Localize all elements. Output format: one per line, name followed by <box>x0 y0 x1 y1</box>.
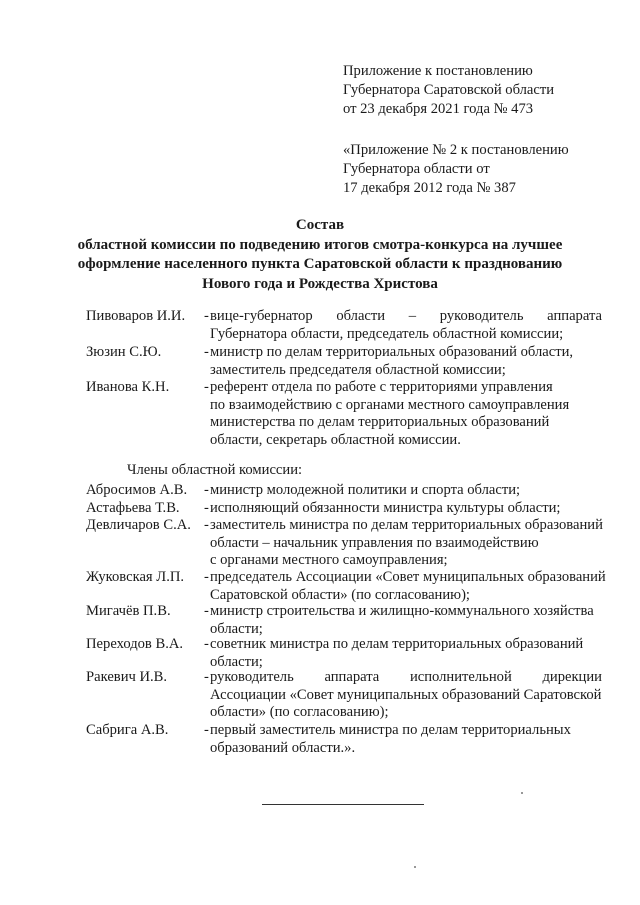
entry-dash: - <box>204 500 209 516</box>
description-line: Саратовской области» (по согласованию); <box>210 586 470 603</box>
entry-dash: - <box>204 569 209 585</box>
position-description <box>210 722 602 757</box>
closing-rule <box>262 804 424 805</box>
person-name: Жуковская Л.П. <box>86 569 185 585</box>
description-line: по взаимодействию с органами местного самоуправления <box>210 396 570 413</box>
entry-dash: - <box>204 669 209 685</box>
description-line: области; <box>210 620 263 637</box>
description-line: Ассоциации «Совет муниципальных образований Саратовской <box>210 686 602 703</box>
person-name: Мигачёв П.В. <box>86 603 171 619</box>
previous-appendix-line: 17 декабря 2012 года № 387 <box>343 180 516 196</box>
description-line: с органами местного самоуправления; <box>210 552 448 568</box>
person-name: Зюзин С.Ю. <box>86 344 162 360</box>
person-name: Иванова К.Н. <box>86 379 170 395</box>
description-line: области, секретарь областной комиссии. <box>210 431 461 448</box>
description-line: министерства по делам территориальных образований <box>210 414 550 430</box>
description-line: исполняющий обязанности министра культуры области; <box>210 500 561 516</box>
entry-dash: - <box>204 344 209 360</box>
description-line: министр молодежной политики и спорта области; <box>210 482 521 498</box>
position-description <box>210 344 602 379</box>
person-name: Абросимов А.В. <box>86 482 188 498</box>
position-description <box>210 308 602 343</box>
entry-dash: - <box>204 517 209 533</box>
description-line: министр строительства и жилищно-коммунального хозяйства <box>210 603 594 619</box>
entry-dash: - <box>204 308 209 324</box>
previous-appendix-line: Губернатора области от <box>343 161 490 177</box>
person-name: Пивоваров И.И. <box>86 308 186 324</box>
description-line: области; <box>210 653 263 670</box>
person-name: Ракевич И.В. <box>86 669 168 685</box>
title-line: областной комиссии по подведению итогов смотра-конкурса на лучшее <box>77 236 563 253</box>
description-line: образований области.». <box>210 739 356 756</box>
description-line: вице-губернатор области – руководитель аппарата <box>210 308 602 324</box>
entry-dash: - <box>204 603 209 619</box>
description-line: заместитель министра по делам территориальных образований <box>210 517 603 533</box>
entry-dash: - <box>204 636 209 652</box>
position-description <box>210 482 602 500</box>
description-line: референт отдела по работе с территориями управления <box>210 379 553 395</box>
description-line: Губернатора области, председатель областной комиссии; <box>210 325 564 342</box>
entry-dash: - <box>204 379 209 395</box>
person-name: Астафьева Т.В. <box>86 500 180 516</box>
appendix-header <box>343 62 623 198</box>
position-description <box>210 500 602 518</box>
description-line: руководитель аппарата исполнительной дирекции <box>210 669 602 685</box>
members-heading: Члены областной комиссии: <box>127 462 303 478</box>
title-line: Нового года и Рождества Христова <box>202 275 438 292</box>
previous-appendix-line: «Приложение № 2 к постановлению <box>343 142 569 158</box>
description-line: области» (по согласованию); <box>210 704 389 720</box>
scan-speck <box>521 792 523 794</box>
description-line: председатель Ассоциации «Совет муниципальных образований <box>210 569 606 585</box>
description-line: советник министра по делам территориальных образований <box>210 636 584 652</box>
position-description <box>210 636 602 671</box>
position-description <box>210 569 606 604</box>
description-line: первый заместитель министра по делам территориальных <box>210 722 571 738</box>
person-name: Переходов В.А. <box>86 636 184 652</box>
title-line: Состав <box>295 217 345 233</box>
description-line: заместитель председателя областной комиссии; <box>210 361 506 378</box>
person-name: Девличаров С.А. <box>86 517 191 533</box>
description-line: области – начальник управления по взаимодействию <box>210 534 539 551</box>
appendix-line: Губернатора Саратовской области <box>343 82 555 98</box>
title-line: оформление населенного пункта Саратовской области к празднованию <box>77 256 563 272</box>
document-title <box>60 216 580 294</box>
position-description <box>210 669 602 722</box>
position-description <box>210 517 602 570</box>
appendix-line: от 23 декабря 2021 года № 473 <box>343 101 534 117</box>
description-line: министр по делам территориальных образований области, <box>210 344 574 360</box>
position-description <box>210 379 602 449</box>
entry-dash: - <box>204 482 209 498</box>
person-name: Сабрига А.В. <box>86 722 169 738</box>
scan-speck <box>414 866 416 868</box>
appendix-line: Приложение к постановлению <box>343 63 533 79</box>
entry-dash: - <box>204 722 209 738</box>
position-description <box>210 603 602 638</box>
